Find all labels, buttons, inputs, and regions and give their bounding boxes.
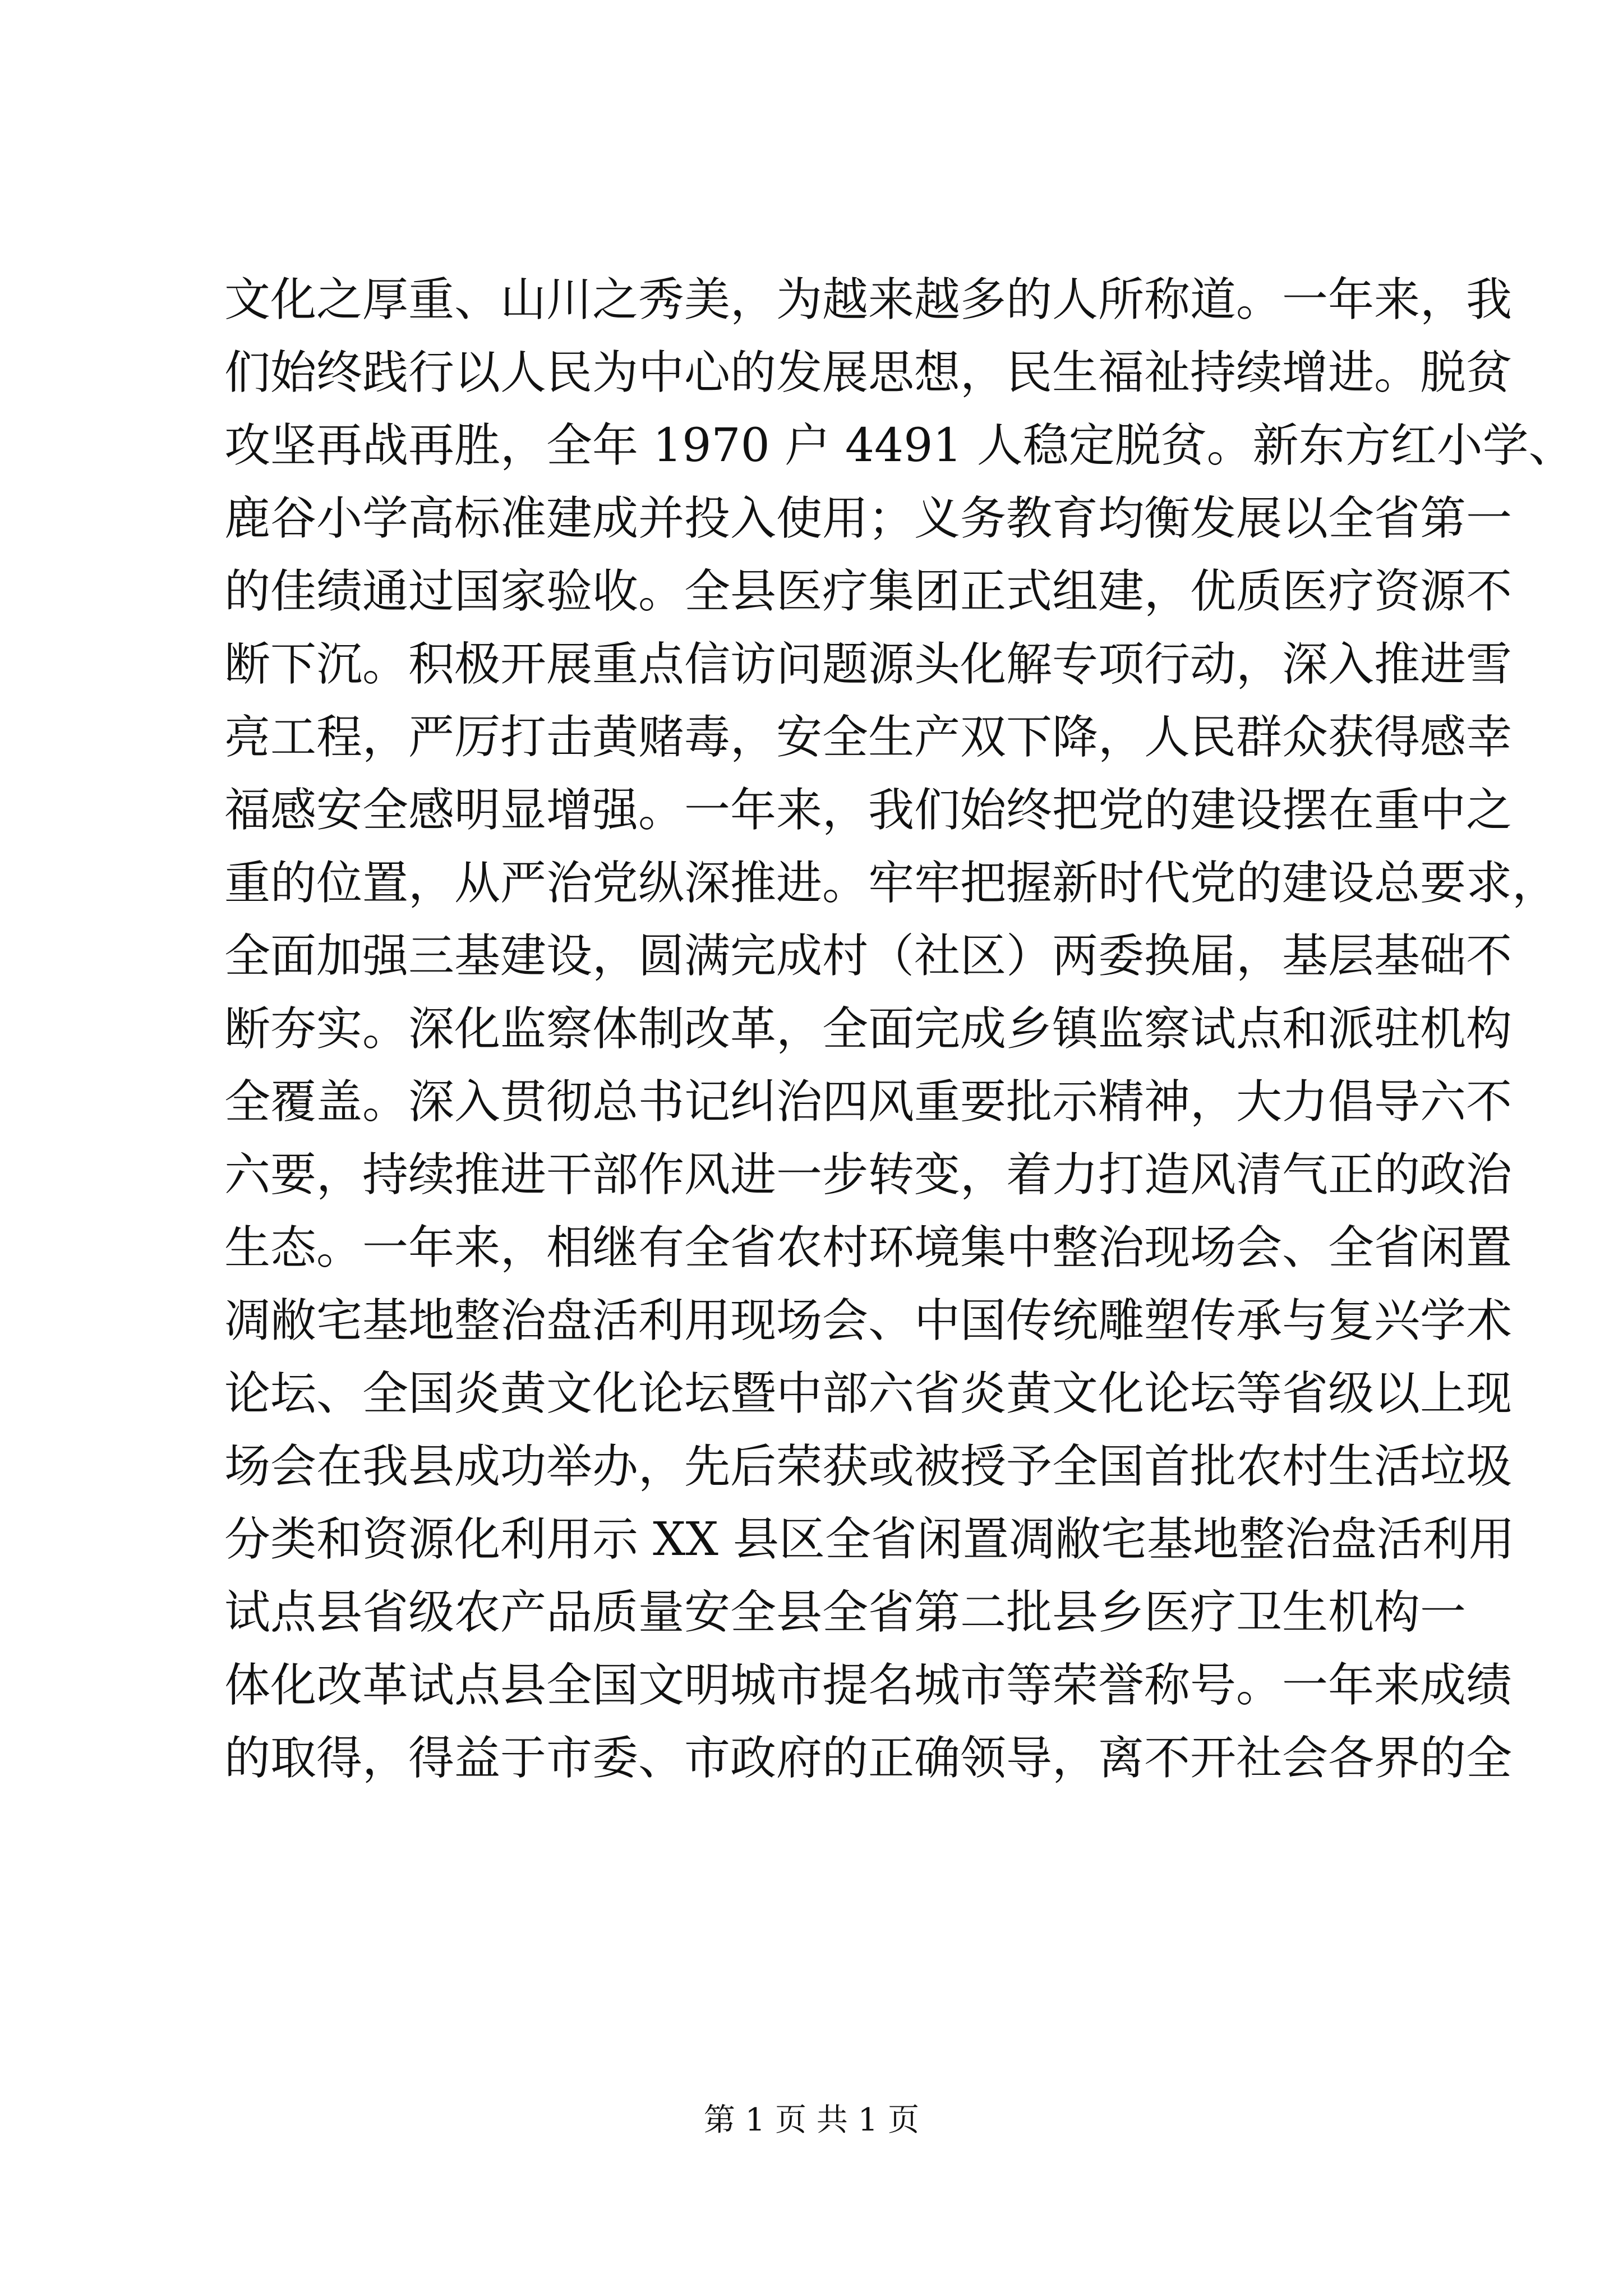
text-line: 六要，持续推进干部作风进一步转变，着力打造风清气正的政治 [224,1148,1513,1202]
text-line: 断下沉。积极开展重点信访问题源头化解专项行动，深入推进雪 [224,638,1513,691]
text-line: 论坛、全国炎黄文化论坛暨中部六省炎黄文化论坛等省级以上现 [224,1367,1513,1420]
text-line: 凋敝宅基地整治盘活利用现场会、中国传统雕塑传承与复兴学术 [224,1294,1513,1347]
text-line: 分类和资源化利用示 XX 县区全省闲置凋敝宅基地整治盘活利用 [224,1513,1515,1566]
text-line: 全覆盖。深入贯彻总书记纠治四风重要批示精神，大力倡导六不 [224,1075,1513,1129]
text-line: 福感安全感明显增强。一年来，我们始终把党的建设摆在重中之 [224,784,1513,837]
page-footer: 第 1 页 共 1 页 [703,2102,920,2138]
text-line: 全面加强三基建设，圆满完成村（社区）两委换届，基层基础不 [224,930,1513,983]
text-line: 断夯实。深化监察体制改革，全面完成乡镇监察试点和派驻机构 [224,1002,1513,1056]
text-line: 体化改革试点县全国文明城市提名城市等荣誉称号。一年来成绩 [224,1659,1513,1712]
text-line: 的佳绩通过国家验收。全县医疗集团正式组建，优质医疗资源不 [224,565,1513,618]
text-line: 场会在我县成功举办，先后荣获或被授予全国首批农村生活垃圾 [224,1440,1513,1493]
text-line: 亮工程，严厉打击黄赌毒，安全生产双下降，人民群众获得感幸 [224,711,1513,764]
text-line: 鹿谷小学高标准建成并投入使用；义务教育均衡发展以全省第一 [224,492,1513,545]
text-line: 攻坚再战再胜，全年 1970 户 4491 人稳定脱贫。新东方红小学、 [224,419,1575,472]
text-line: 们始终践行以人民为中心的发展思想，民生福祉持续增进。脱贫 [224,346,1513,399]
text-line: 试点县省级农产品质量安全县全省第二批县乡医疗卫生机构一 [224,1586,1467,1639]
text-line: 的取得，得益于市委、市政府的正确领导，离不开社会各界的全 [224,1732,1513,1785]
text-line: 生态。一年来，相继有全省农村环境集中整治现场会、全省闲置 [224,1221,1513,1274]
body-paragraph [224,264,1575,1795]
text-line: 文化之厚重、山川之秀美，为越来越多的人所称道。一年来，我 [224,273,1513,326]
text-line: 重的位置，从严治党纵深推进。牢牢把握新时代党的建设总要求， [224,857,1559,910]
